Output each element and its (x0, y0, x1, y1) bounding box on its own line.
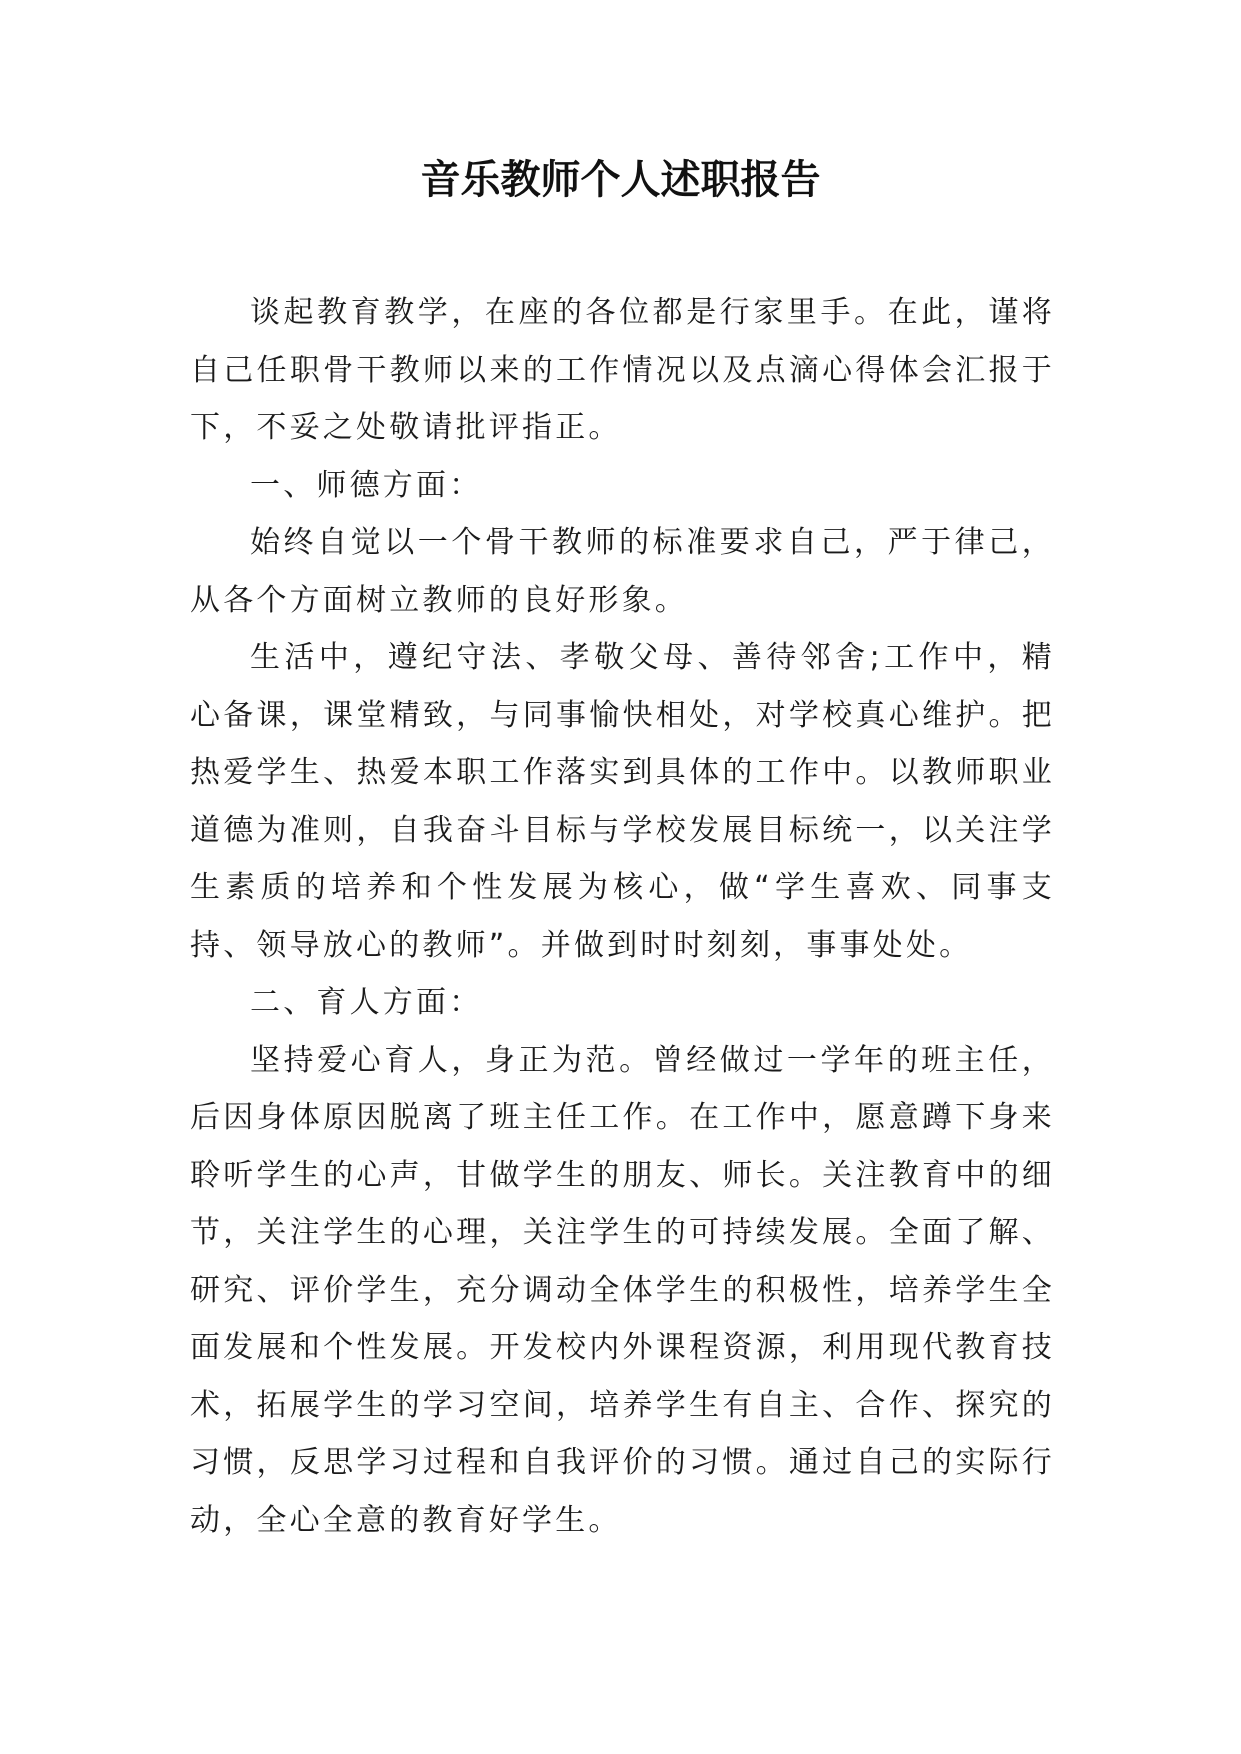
document-body (190, 284, 1055, 1549)
paragraph-ethics-summary: 始终自觉以一个骨干教师的标准要求自己，严于律己，从各个方面树立教师的良好形象。 (190, 525, 1055, 618)
section-heading-ethics: 一、师德方面： (250, 467, 483, 503)
paragraph-education-detail: 坚持爱心育人，身正为范。曾经做过一学年的班主任，后因身体原因脱离了班主任工作。在工作中，愿意蹲下身来聆听学生的心声，甘做学生的朋友、师长。关注教育中的细节，关注学生的心理，关注学生的可持续发展。全面了解、研究、评价学生，充分调动全体学生的积极性，培养学生全面发展和个性发展。开发校内外课程资源，利用现代教育技术，拓展学生的学习空间，培养学生有自主、合作、探究的习惯，反思学习过程和自我评价的习惯。通过自己的实际行动，全心全意的教育好学生。 (190, 1042, 1055, 1538)
section-heading-education: 二、育人方面： (250, 985, 483, 1020)
document-title: 音乐教师个人述职报告 (420, 156, 821, 203)
paragraph-ethics-detail: 生活中，遵纪守法、孝敬父母、善待邻舍;工作中，精心备课，课堂精致，与同事愉快相处，对学校真心维护。把热爱学生、热爱本职工作落实到具体的工作中。以教师职业道德为准则，自我奋斗目标与学校发展目标统一，以关注学生素质的培养和个性发展为核心，做“学生喜欢、同事支持、领导放心的教师”。并做到时时刻刻，事事处处。 (190, 640, 1055, 963)
paragraph-intro: 谈起教育教学，在座的各位都是行家里手。在此，谨将自己任职骨干教师以来的工作情况以及点滴心得体会汇报于下，不妥之处敬请批评指正。 (190, 295, 1055, 445)
